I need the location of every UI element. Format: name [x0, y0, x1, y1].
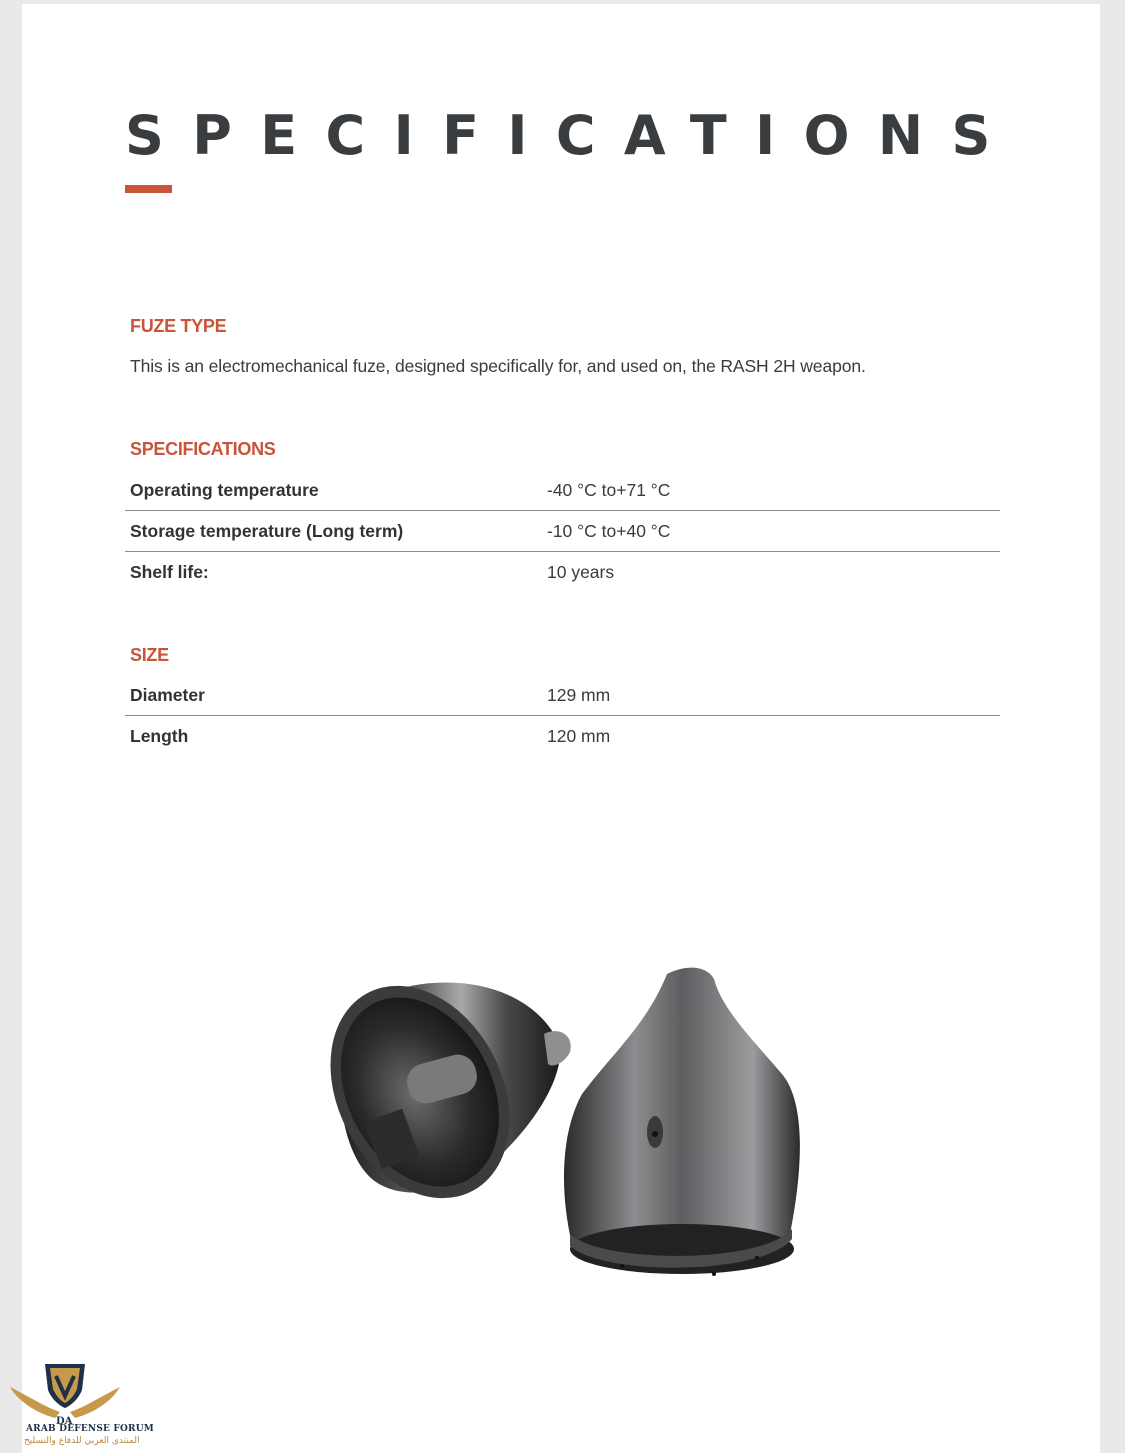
- size-label: Length: [125, 716, 542, 757]
- page-title: SPECIFICATIONS: [125, 104, 1019, 167]
- size-value: 120 mm: [542, 716, 1000, 757]
- closed-fuze-body: [564, 968, 800, 1276]
- logo-monogram: DA: [56, 1416, 73, 1427]
- spec-label: Storage temperature (Long term): [125, 511, 542, 552]
- specifications-heading: SPECIFICATIONS: [130, 439, 276, 459]
- specifications-table: [125, 470, 1000, 592]
- spec-value: 10 years: [542, 552, 1000, 593]
- size-value: 129 mm: [547, 684, 611, 705]
- spec-label: Operating temperature: [130, 479, 319, 500]
- table-row: [125, 511, 1000, 552]
- table-row: [125, 675, 1000, 716]
- fuze-product-image: [302, 964, 822, 1294]
- size-table: [125, 675, 1000, 756]
- size-label: Diameter: [130, 684, 205, 705]
- table-row: [125, 470, 1000, 511]
- document-page: [22, 4, 1100, 1453]
- arab-defense-forum-logo: [0, 1352, 130, 1427]
- spec-value: -40 °C to+71 °C: [547, 479, 671, 500]
- title-accent-bar: [125, 185, 172, 193]
- logo-name-english: ARAB DEFENSE FORUM: [26, 1424, 154, 1434]
- fuze-type-heading: FUZE TYPE: [130, 316, 227, 336]
- spec-value: -10 °C to+40 °C: [542, 511, 1000, 552]
- fuze-type-description: This is an electromechanical fuze, designed specifically for, and used on, the RASH 2H weapon.: [130, 356, 866, 376]
- open-fuze-housing: [302, 964, 571, 1229]
- table-row: [125, 552, 1000, 593]
- spec-label: Shelf life:: [125, 552, 542, 593]
- logo-name-arabic: المنتدى العربي للدفاع والتسليح: [24, 1436, 140, 1446]
- size-heading: SIZE: [130, 645, 169, 665]
- table-row: [125, 716, 1000, 757]
